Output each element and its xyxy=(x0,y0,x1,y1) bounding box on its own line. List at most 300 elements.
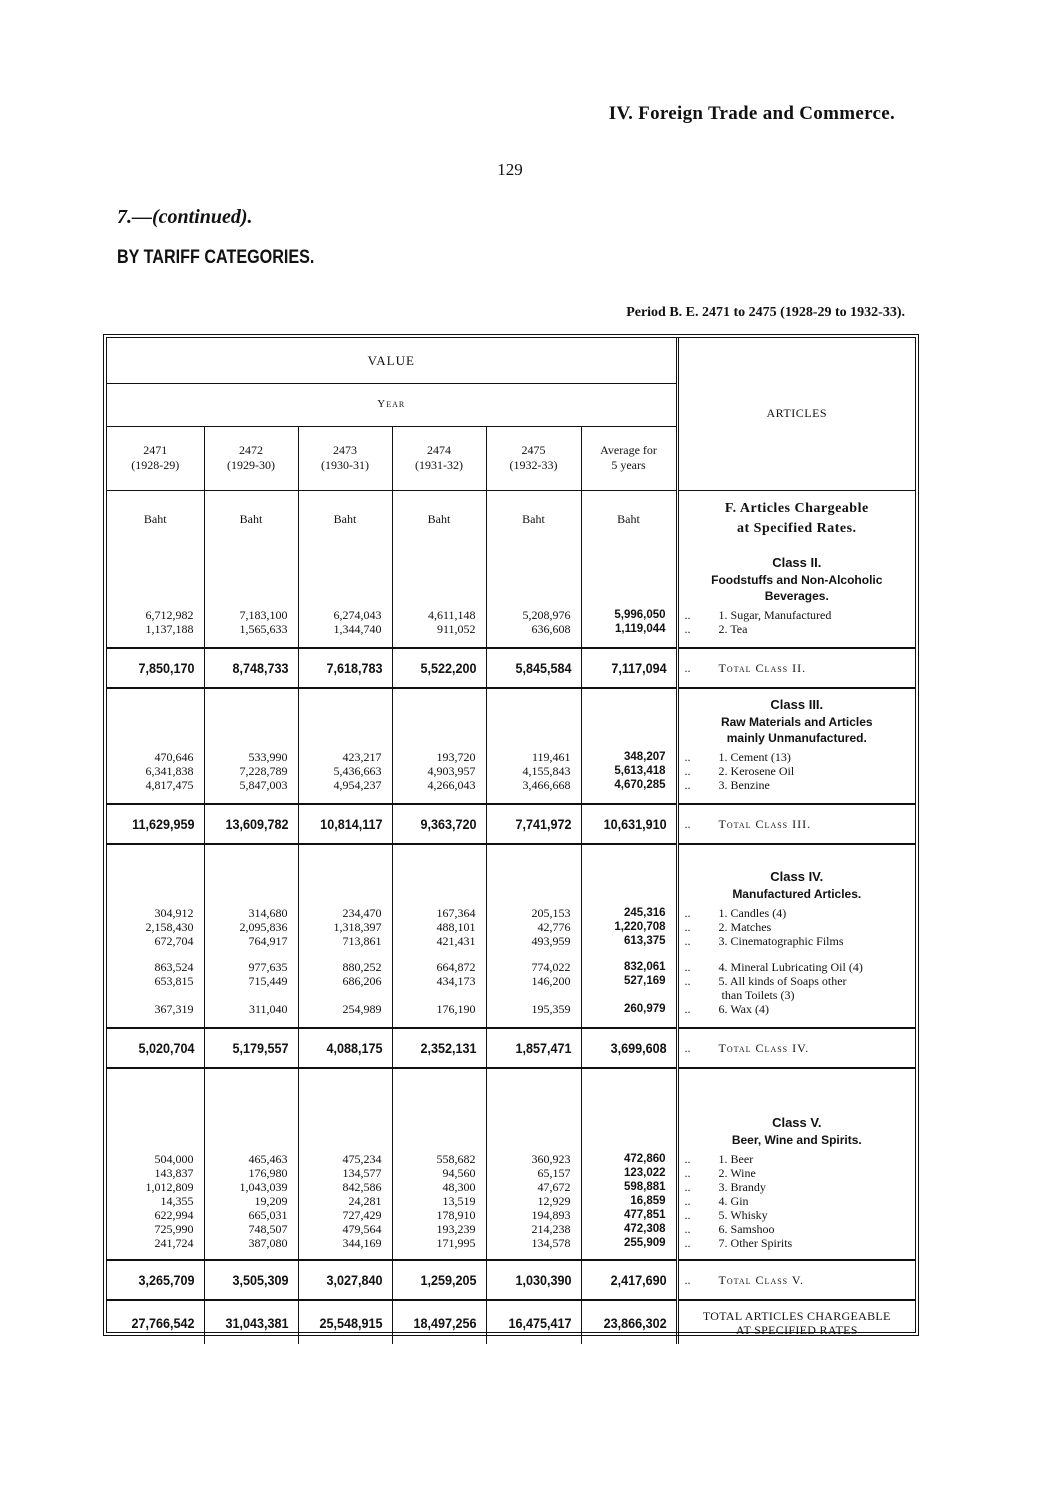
article-label xyxy=(677,1166,915,1180)
total-value: 13,609,782 xyxy=(213,804,298,844)
class-subtitle-2: Beverages. xyxy=(764,589,829,603)
spacer-art xyxy=(677,792,915,804)
total-value: 1,259,205 xyxy=(401,1260,486,1300)
value-cell: 636,608 xyxy=(486,622,581,636)
class-total-label xyxy=(677,1028,915,1068)
year-column-header xyxy=(581,426,677,490)
value-cell: 167,364 xyxy=(392,906,486,920)
value-cell: 344,169 xyxy=(298,1236,392,1250)
unit-cell: Baht xyxy=(204,490,298,548)
empty-cell xyxy=(581,844,677,906)
empty-cell xyxy=(581,688,677,750)
empty-cell xyxy=(107,1068,204,1152)
value-cell: 5,996,050 xyxy=(581,608,677,622)
value-cell: 360,923 xyxy=(486,1152,581,1166)
article-name: 1. Sugar, Manufactured xyxy=(718,608,832,622)
article-name: 3. Benzine xyxy=(718,778,770,792)
leader-dots: .. xyxy=(684,974,691,988)
value-cell: 5,847,003 xyxy=(204,778,298,792)
article-text xyxy=(685,622,748,636)
article-label xyxy=(677,1222,915,1236)
empty-cell xyxy=(581,636,677,648)
grand-total-label xyxy=(677,1300,915,1344)
article-row xyxy=(107,1222,915,1236)
class-header-row xyxy=(107,548,915,608)
value-cell: 6,341,838 xyxy=(145,764,194,778)
value-header: VALUE xyxy=(107,338,677,383)
article-name: 2. Tea xyxy=(718,622,748,636)
article-label xyxy=(677,1236,915,1250)
class-header-row xyxy=(107,688,915,750)
article-label xyxy=(677,934,915,948)
value-cell: 1,043,039 xyxy=(204,1180,298,1194)
trade-table xyxy=(107,338,915,1344)
value-cell: 260,979 xyxy=(581,1002,677,1016)
article-row xyxy=(107,1180,915,1194)
leader-dots: .. xyxy=(684,816,691,831)
value-cell: 16,859 xyxy=(581,1194,677,1208)
total-text: Total Class V. xyxy=(718,1272,805,1287)
empty-cell xyxy=(298,688,392,750)
total-value: 5,522,200 xyxy=(401,648,486,688)
total-value: 3,265,709 xyxy=(117,1260,204,1300)
class-heading xyxy=(677,548,915,608)
empty-cell xyxy=(298,844,392,906)
value-cell: 465,463 xyxy=(204,1152,298,1166)
empty-cell xyxy=(581,1016,677,1028)
empty-cell xyxy=(204,844,298,906)
year-label: 2472 xyxy=(239,443,263,457)
leader-dots: .. xyxy=(684,778,691,792)
year-column-header xyxy=(204,426,298,490)
article-row xyxy=(107,1236,915,1250)
value-cell: 533,990 xyxy=(204,750,298,764)
total-value: 5,179,557 xyxy=(213,1028,298,1068)
class-subtitle-2: mainly Unmanufactured. xyxy=(726,731,867,745)
empty-cell xyxy=(581,1068,677,1152)
article-row xyxy=(107,608,915,622)
class-total-row xyxy=(107,1028,915,1068)
empty-cell xyxy=(392,844,486,906)
article-row xyxy=(107,1194,915,1208)
empty-cell xyxy=(392,636,486,648)
total-text: Total Class III. xyxy=(718,816,812,831)
empty-cell xyxy=(392,792,486,804)
article-row xyxy=(107,906,915,920)
article-name: 1. Candles (4) xyxy=(718,906,787,920)
article-label xyxy=(677,906,915,920)
value-cell: 4,817,475 xyxy=(145,778,194,792)
total-value: 5,020,704 xyxy=(117,1028,204,1068)
empty-cell xyxy=(204,1068,298,1152)
tariff-categories-title: BY TARIFF CATEGORIES. xyxy=(117,247,315,268)
value-cell: 504,000 xyxy=(154,1152,194,1166)
total-value: 7,618,783 xyxy=(307,648,392,688)
total-value: 10,814,117 xyxy=(307,804,392,844)
total-value: 11,629,959 xyxy=(117,804,204,844)
class-total-label xyxy=(677,1260,915,1300)
value-cell: 715,449 xyxy=(204,974,298,1002)
value-cell: 725,990 xyxy=(154,1222,194,1236)
value-cell: 911,052 xyxy=(392,622,486,636)
value-cell: 4,611,148 xyxy=(392,608,486,622)
empty-cell xyxy=(204,636,298,648)
article-text xyxy=(685,1002,769,1016)
leader-dots: .. xyxy=(684,1222,691,1236)
value-cell: 977,635 xyxy=(204,948,298,974)
total-value: 10,631,910 xyxy=(591,804,677,844)
value-cell: 245,316 xyxy=(581,906,677,920)
article-name: 2. Kerosene Oil xyxy=(718,764,795,778)
article-row xyxy=(107,750,915,764)
page-number: 129 xyxy=(497,160,523,179)
article-name: 6. Wax (4) xyxy=(718,1002,769,1016)
spacer-row xyxy=(107,1016,915,1028)
leader-dots: .. xyxy=(684,660,691,675)
value-cell: 4,155,843 xyxy=(486,764,581,778)
spacer-row xyxy=(107,792,915,804)
value-cell: 311,040 xyxy=(204,1002,298,1016)
class-subtitle: Raw Materials and Articles xyxy=(720,715,873,729)
article-name: 5. Whisky xyxy=(718,1208,768,1222)
class-title: Class II. xyxy=(772,555,822,570)
grand-total-value: 27,766,542 xyxy=(117,1300,204,1344)
article-name: 3. Brandy xyxy=(718,1180,766,1194)
value-cell: 713,861 xyxy=(298,934,392,948)
spacer-art xyxy=(677,1016,915,1028)
empty-cell xyxy=(486,792,581,804)
total-text: Total Class II. xyxy=(718,660,807,675)
value-cell: 664,872 xyxy=(392,948,486,974)
value-cell: 178,910 xyxy=(392,1208,486,1222)
article-label xyxy=(677,1194,915,1208)
value-cell: 653,815 xyxy=(154,974,194,988)
value-cell: 1,137,188 xyxy=(145,622,194,636)
total-value: 7,850,170 xyxy=(117,648,204,688)
grand-total-label-1: TOTAL ARTICLES CHARGEABLE xyxy=(702,1308,891,1323)
class-title: Class V. xyxy=(772,1115,822,1130)
articles-header: ARTICLES xyxy=(677,338,915,490)
category-title xyxy=(677,490,915,548)
value-cell: 470,646 xyxy=(154,750,194,764)
leader-dots: .. xyxy=(684,920,691,934)
class-title: Class IV. xyxy=(770,869,824,884)
value-cell: 774,022 xyxy=(486,948,581,974)
year-label: 2474 xyxy=(427,443,451,457)
value-cell: 241,724 xyxy=(154,1236,194,1250)
article-text xyxy=(685,906,787,920)
value-cell: 119,461 xyxy=(486,750,581,764)
value-cell: 7,228,789 xyxy=(204,764,298,778)
article-text xyxy=(685,1208,768,1222)
empty-cell xyxy=(107,1016,204,1028)
empty-cell xyxy=(204,1250,298,1260)
class-title: Class III. xyxy=(770,697,824,712)
class-header-row xyxy=(107,1068,915,1152)
empty-cell xyxy=(204,792,298,804)
category-title-line2: at Specified Rates. xyxy=(737,521,857,537)
class-heading xyxy=(677,844,915,906)
continued-label: 7.—(continued). xyxy=(117,206,253,228)
value-cell: 1,012,809 xyxy=(145,1180,194,1194)
empty-cell xyxy=(298,1068,392,1152)
article-text xyxy=(685,1180,766,1194)
article-label xyxy=(677,608,915,622)
article-label xyxy=(677,1002,915,1016)
value-cell: 134,578 xyxy=(486,1236,581,1250)
value-cell: 134,577 xyxy=(298,1166,392,1180)
year-range: (1932-33) xyxy=(509,458,558,472)
empty-cell xyxy=(107,548,204,608)
empty-cell xyxy=(298,636,392,648)
leader-dots: .. xyxy=(684,608,691,622)
empty-cell xyxy=(486,844,581,906)
value-cell: 176,980 xyxy=(204,1166,298,1180)
year-label: Average for xyxy=(600,443,657,457)
value-cell: 65,157 xyxy=(486,1166,581,1180)
total-value: 3,027,840 xyxy=(307,1260,392,1300)
value-cell: 423,217 xyxy=(298,750,392,764)
article-row xyxy=(107,1152,915,1166)
empty-cell xyxy=(392,1068,486,1152)
article-text xyxy=(685,974,847,1002)
value-cell: 3,466,668 xyxy=(486,778,581,792)
leader-dots: .. xyxy=(684,1166,691,1180)
value-cell: 5,613,418 xyxy=(581,764,677,778)
grand-total-label-2: AT SPECIFIED RATES xyxy=(735,1322,858,1337)
value-cell: 195,359 xyxy=(486,1002,581,1016)
value-cell: 842,586 xyxy=(298,1180,392,1194)
empty-cell xyxy=(204,548,298,608)
year-range: 5 years xyxy=(611,458,646,472)
article-text xyxy=(685,764,795,778)
value-cell: 6,274,043 xyxy=(298,608,392,622)
value-cell: 4,954,237 xyxy=(298,778,392,792)
value-cell: 255,909 xyxy=(581,1236,677,1250)
value-cell: 387,080 xyxy=(204,1236,298,1250)
value-cell: 314,680 xyxy=(204,906,298,920)
value-cell: 622,994 xyxy=(154,1208,194,1222)
article-row xyxy=(107,934,915,948)
grand-total-row xyxy=(107,1300,915,1344)
article-row xyxy=(107,948,915,974)
value-cell: 4,903,957 xyxy=(392,764,486,778)
total-value: 3,505,309 xyxy=(213,1260,298,1300)
leader-dots: .. xyxy=(684,1040,691,1055)
value-cell: 193,239 xyxy=(392,1222,486,1236)
value-cell: 472,860 xyxy=(581,1152,677,1166)
empty-cell xyxy=(298,1250,392,1260)
value-cell: 665,031 xyxy=(204,1208,298,1222)
value-cell: 477,851 xyxy=(581,1208,677,1222)
value-cell: 123,022 xyxy=(581,1166,677,1180)
year-range: (1928-29) xyxy=(131,458,180,472)
value-cell: 254,989 xyxy=(298,1002,392,1016)
empty-cell xyxy=(298,548,392,608)
leader-dots: .. xyxy=(684,906,691,920)
article-label xyxy=(677,974,915,1002)
spacer-art xyxy=(677,1250,915,1260)
empty-cell xyxy=(486,636,581,648)
empty-cell xyxy=(581,1250,677,1260)
article-text xyxy=(685,608,832,622)
value-cell: 472,308 xyxy=(581,1222,677,1236)
value-cell: 143,837 xyxy=(154,1166,194,1180)
spacer-row xyxy=(107,636,915,648)
empty-cell xyxy=(581,792,677,804)
class-heading xyxy=(677,688,915,750)
value-cell: 1,318,397 xyxy=(298,920,392,934)
year-column-header xyxy=(486,426,581,490)
value-cell: 4,266,043 xyxy=(392,778,486,792)
value-cell: 479,564 xyxy=(298,1222,392,1236)
value-cell: 488,101 xyxy=(392,920,486,934)
value-cell: 475,234 xyxy=(298,1152,392,1166)
value-cell: 5,208,976 xyxy=(486,608,581,622)
class-subtitle: Beer, Wine and Spirits. xyxy=(731,1133,862,1147)
leader-dots: .. xyxy=(684,934,691,948)
article-name: 6. Samshoo xyxy=(718,1222,775,1236)
leader-dots: .. xyxy=(684,764,691,778)
article-name: 5. All kinds of Soaps other xyxy=(718,974,847,988)
value-cell: 421,431 xyxy=(392,934,486,948)
value-cell: 234,470 xyxy=(298,906,392,920)
article-label xyxy=(677,948,915,974)
value-cell: 176,190 xyxy=(392,1002,486,1016)
value-cell: 205,153 xyxy=(486,906,581,920)
grand-total-value: 16,475,417 xyxy=(496,1300,582,1344)
empty-cell xyxy=(204,688,298,750)
article-row xyxy=(107,622,915,636)
unit-row xyxy=(107,490,915,548)
article-name: 2. Matches xyxy=(718,920,772,934)
empty-cell xyxy=(107,792,204,804)
total-value: 2,417,690 xyxy=(591,1260,677,1300)
year-header: Year xyxy=(107,383,677,426)
article-text xyxy=(685,1236,793,1250)
class-heading xyxy=(677,1068,915,1152)
empty-cell xyxy=(486,1068,581,1152)
value-cell: 1,565,633 xyxy=(204,622,298,636)
class-subtitle: Manufactured Articles. xyxy=(732,887,862,901)
value-cell: 5,436,663 xyxy=(298,764,392,778)
empty-cell xyxy=(298,1016,392,1028)
article-name: 1. Cement (13) xyxy=(718,750,791,764)
spacer-art xyxy=(677,636,915,648)
class-total-row xyxy=(107,648,915,688)
value-cell: 1,119,044 xyxy=(581,622,677,636)
empty-cell xyxy=(392,1250,486,1260)
article-name: 1. Beer xyxy=(718,1152,754,1166)
year-label: 2473 xyxy=(333,443,357,457)
value-cell: 24,281 xyxy=(298,1194,392,1208)
value-cell: 434,173 xyxy=(392,974,486,1002)
article-label xyxy=(677,778,915,792)
value-cell: 727,429 xyxy=(298,1208,392,1222)
value-cell: 527,169 xyxy=(581,974,677,1002)
class-total-row xyxy=(107,1260,915,1300)
value-cell: 146,200 xyxy=(486,974,581,1002)
value-cell: 14,355 xyxy=(160,1194,194,1208)
year-column-header xyxy=(392,426,486,490)
class-total-label xyxy=(677,804,915,844)
year-range: (1929-30) xyxy=(227,458,275,472)
leader-dots: .. xyxy=(684,960,691,974)
value-cell: 598,881 xyxy=(581,1180,677,1194)
total-value: 1,030,390 xyxy=(496,1260,582,1300)
unit-cell: Baht xyxy=(581,490,677,548)
value-cell: 2,095,836 xyxy=(204,920,298,934)
leader-dots: .. xyxy=(684,622,691,636)
empty-cell xyxy=(392,1016,486,1028)
value-cell: 748,507 xyxy=(204,1222,298,1236)
value-cell: 493,959 xyxy=(486,934,581,948)
value-cell: 4,670,285 xyxy=(581,778,677,792)
value-cell: 348,207 xyxy=(581,750,677,764)
article-label xyxy=(677,622,915,636)
trade-table-frame xyxy=(106,337,916,1337)
value-cell: 7,183,100 xyxy=(204,608,298,622)
article-label xyxy=(677,1180,915,1194)
value-cell: 6,712,982 xyxy=(145,608,194,622)
total-value: 7,117,094 xyxy=(591,648,677,688)
class-total-label xyxy=(677,648,915,688)
empty-cell xyxy=(392,688,486,750)
article-row xyxy=(107,778,915,792)
grand-total-value: 23,866,302 xyxy=(591,1300,677,1344)
empty-cell xyxy=(486,548,581,608)
article-name: 3. Cinematographic Films xyxy=(718,934,844,948)
grand-total-value: 18,497,256 xyxy=(401,1300,486,1344)
total-value: 2,352,131 xyxy=(401,1028,486,1068)
total-value: 7,741,972 xyxy=(496,804,582,844)
article-row xyxy=(107,1002,915,1016)
trade-table-body xyxy=(107,338,915,1344)
leader-dots: .. xyxy=(684,1236,691,1250)
article-row xyxy=(107,764,915,778)
value-cell: 19,209 xyxy=(204,1194,298,1208)
article-text xyxy=(685,920,772,934)
total-value: 3,699,608 xyxy=(591,1028,677,1068)
leader-dots: .. xyxy=(684,750,691,764)
article-text xyxy=(685,1222,775,1236)
article-text xyxy=(685,1194,749,1208)
spacer-row xyxy=(107,1250,915,1260)
value-cell: 193,720 xyxy=(392,750,486,764)
section-heading: IV. Foreign Trade and Commerce. xyxy=(608,103,895,124)
article-label xyxy=(677,1152,915,1166)
value-cell: 832,061 xyxy=(581,948,677,974)
value-cell: 880,252 xyxy=(298,948,392,974)
total-value: 4,088,175 xyxy=(307,1028,392,1068)
article-row xyxy=(107,920,915,934)
leader-dots: .. xyxy=(684,1194,691,1208)
value-cell: 94,560 xyxy=(392,1166,486,1180)
value-cell: 672,704 xyxy=(154,934,194,948)
article-text xyxy=(685,750,791,764)
empty-cell xyxy=(204,1016,298,1028)
empty-cell xyxy=(107,636,204,648)
article-label xyxy=(677,764,915,778)
value-cell: 304,912 xyxy=(154,906,194,920)
category-title-line1: F. Articles Chargeable xyxy=(724,501,869,517)
article-label xyxy=(677,1208,915,1222)
article-text xyxy=(685,1152,754,1166)
total-value: 5,845,584 xyxy=(496,648,582,688)
value-cell: 613,375 xyxy=(581,934,677,948)
value-cell: 367,319 xyxy=(154,1002,194,1016)
period-label: Period B. E. 2471 to 2475 (1928-29 to 1932-33). xyxy=(626,305,905,320)
